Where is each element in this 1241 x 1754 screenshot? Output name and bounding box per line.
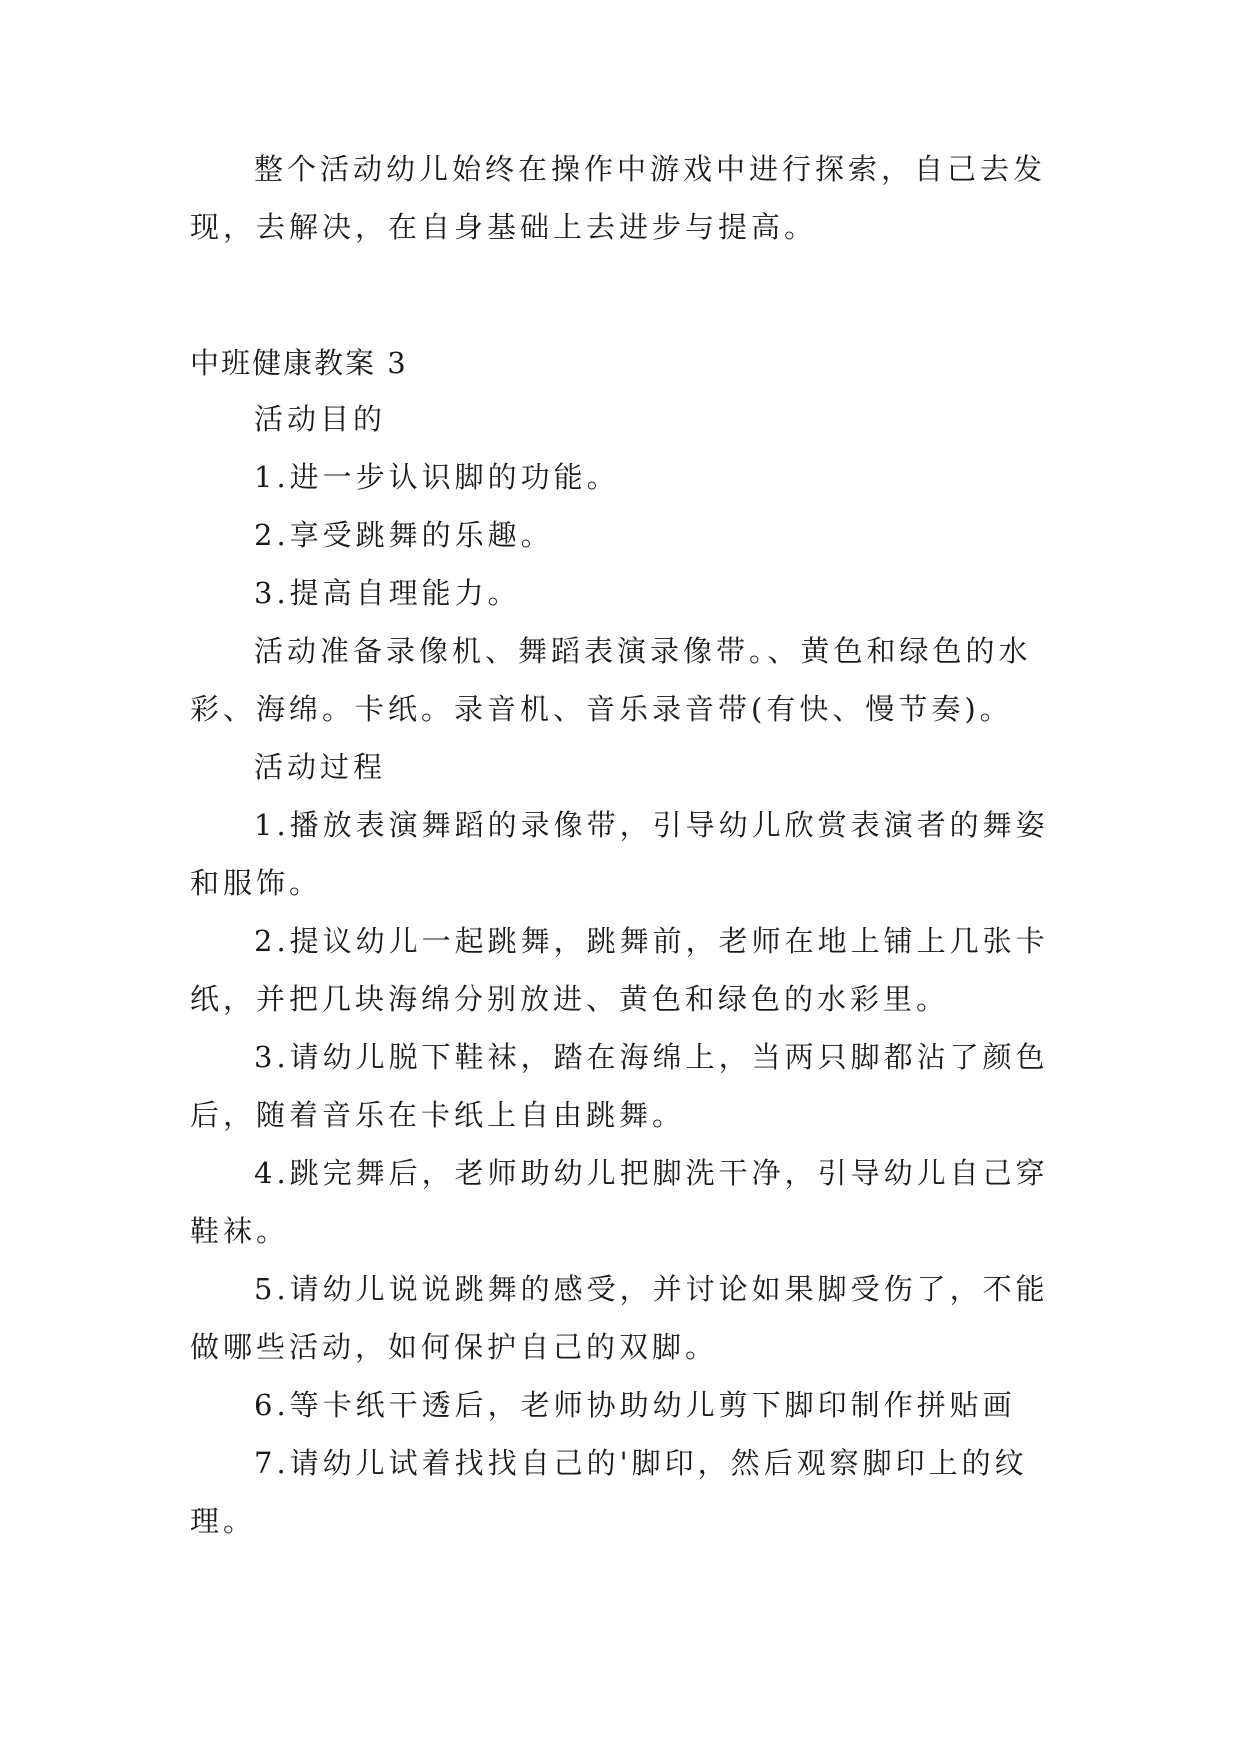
process-step: 3.请幼儿脱下鞋袜，踏在海绵上，当两只脚都沾了颜色后，随着音乐在卡纸上自由跳舞。 xyxy=(190,1040,1049,1132)
goal-item: 1.进一步认识脚的功能。 xyxy=(254,460,620,494)
process-step: 4.跳完舞后，老师助幼儿把脚洗干净，引导幼儿自己穿鞋袜。 xyxy=(190,1156,1049,1248)
process-step: 1.播放表演舞蹈的录像带，引导幼儿欣赏表演者的舞姿和服饰。 xyxy=(190,808,1049,900)
intro-paragraph: 整个活动幼儿始终在操作中游戏中进行探索，自己去发现，去解决，在自身基础上去进步与提高。 xyxy=(190,152,1047,244)
goal-item: 3.提高自理能力。 xyxy=(254,576,521,610)
process-heading: 活动过程 xyxy=(254,750,387,784)
process-step: 6.等卡纸干透后，老师协助幼儿剪下脚印制作拼贴画 xyxy=(254,1388,1016,1422)
preparation-paragraph: 活动准备录像机、舞蹈表演录像带。、黄色和绿色的水彩、海绵。卡纸。录音机、音乐录音带(有快、慢节奏)。 xyxy=(190,634,1032,726)
goal-item: 2.享受跳舞的乐趣。 xyxy=(254,518,554,552)
process-step: 7.请幼儿试着找找自己的'脚印，然后观察脚印上的纹理。 xyxy=(190,1446,1028,1538)
process-step: 5.请幼儿说说跳舞的感受，并讨论如果脚受伤了，不能做哪些活动，如何保护自己的双脚。 xyxy=(190,1272,1049,1364)
goals-heading: 活动目的 xyxy=(254,402,387,436)
process-step: 2.提议幼儿一起跳舞，跳舞前，老师在地上铺上几张卡纸，并把几块海绵分别放进、黄色和绿色的水彩里。 xyxy=(190,924,1049,1016)
section-title: 中班健康教案 3 xyxy=(190,346,408,380)
